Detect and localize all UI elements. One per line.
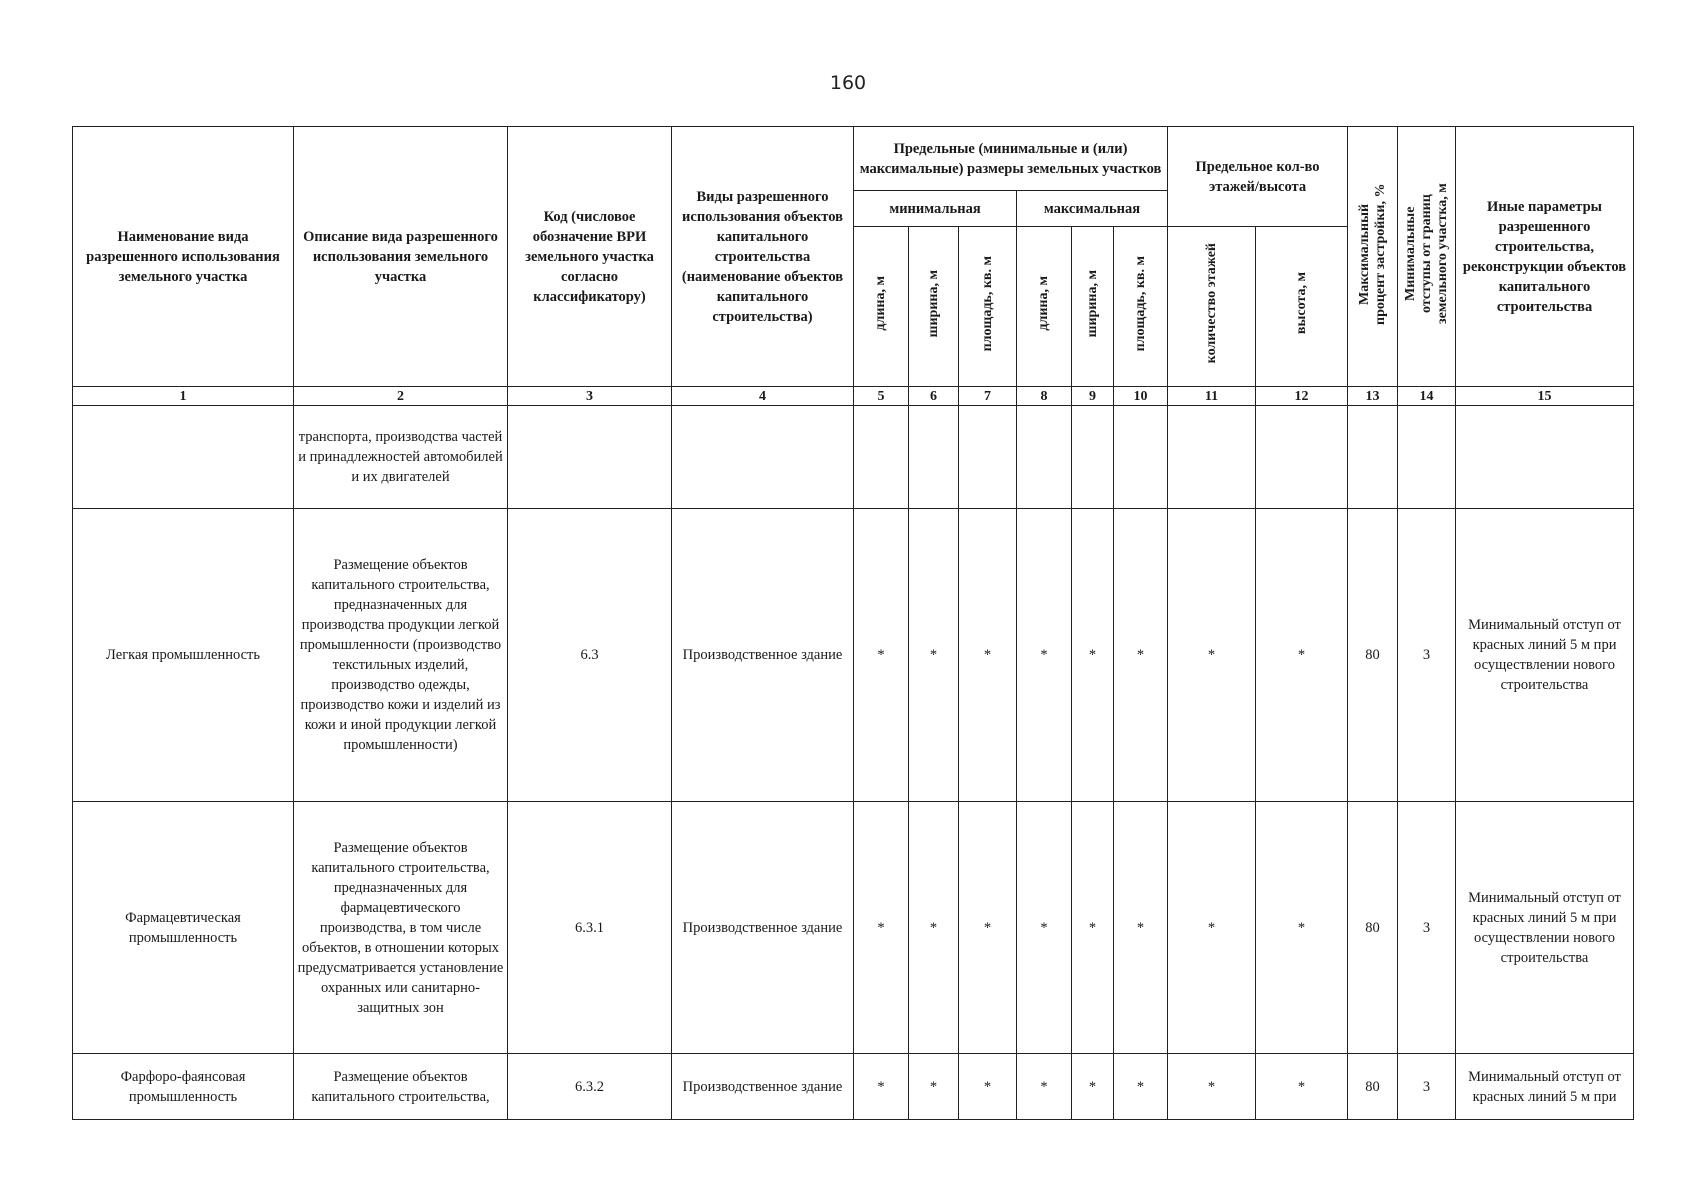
cell-name — [73, 406, 294, 509]
cell-name: Фарфоро-фаянсовая промышленность — [73, 1054, 294, 1120]
column-number: 6 — [909, 387, 959, 406]
cell-c13: 80 — [1348, 1054, 1398, 1120]
column-number: 11 — [1168, 387, 1256, 406]
cell-c9 — [1072, 406, 1114, 509]
table-row — [73, 509, 1634, 802]
table-row — [73, 406, 1634, 509]
header-col1: Наименование вида разрешенного использования земельного участка — [73, 127, 294, 387]
cell-c15: Минимальный отступ от красных линий 5 м при — [1456, 1054, 1634, 1120]
column-number: 2 — [294, 387, 508, 406]
cell-c7 — [959, 406, 1017, 509]
cell-c14: 3 — [1398, 1054, 1456, 1120]
header-col6: ширина, м — [909, 227, 959, 387]
cell-c15 — [1456, 406, 1634, 509]
cell-c6: * — [909, 1054, 959, 1120]
cell-c14 — [1398, 406, 1456, 509]
cell-oks: Производственное здание — [672, 802, 854, 1054]
cell-c10: * — [1114, 1054, 1168, 1120]
cell-c12: * — [1256, 1054, 1348, 1120]
header-col9: ширина, м — [1072, 227, 1114, 387]
cell-c7: * — [959, 802, 1017, 1054]
cell-c5: * — [854, 1054, 909, 1120]
header-sub-max: максимальная — [1017, 191, 1168, 227]
column-number: 3 — [508, 387, 672, 406]
cell-c14: 3 — [1398, 509, 1456, 802]
cell-c15: Минимальный отступ от красных линий 5 м при осуществлении нового строительства — [1456, 509, 1634, 802]
table-row — [73, 802, 1634, 1054]
column-number: 7 — [959, 387, 1017, 406]
header-col2: Описание вида разрешенного использования земельного участка — [294, 127, 508, 387]
cell-c10: * — [1114, 802, 1168, 1054]
cell-c11 — [1168, 406, 1256, 509]
cell-c12 — [1256, 406, 1348, 509]
cell-code — [508, 406, 672, 509]
table-row — [73, 1054, 1634, 1120]
header-col7: площадь, кв. м — [959, 227, 1017, 387]
zoning-parameters-table — [72, 126, 1634, 1120]
column-number: 14 — [1398, 387, 1456, 406]
column-number: 15 — [1456, 387, 1634, 406]
cell-description: Размещение объектов капитального строительства, предназначенных для производства продукции легкой промышленности (производство текстильных изделий, производство одежды, производство кожи и изделий из кожи и иной продукции легкой промышленности) — [294, 509, 508, 802]
cell-c12: * — [1256, 802, 1348, 1054]
cell-c5: * — [854, 509, 909, 802]
cell-c10 — [1114, 406, 1168, 509]
cell-c8: * — [1017, 802, 1072, 1054]
column-number: 9 — [1072, 387, 1114, 406]
cell-c5 — [854, 406, 909, 509]
cell-code: 6.3.2 — [508, 1054, 672, 1120]
cell-c7: * — [959, 509, 1017, 802]
page-number: 160 — [829, 72, 867, 94]
cell-c6: * — [909, 802, 959, 1054]
cell-c9: * — [1072, 1054, 1114, 1120]
cell-c11: * — [1168, 509, 1256, 802]
header-col15: Иные параметры разрешенного строительства, реконструкции объектов капитального строительства — [1456, 127, 1634, 387]
column-number: 8 — [1017, 387, 1072, 406]
cell-c9: * — [1072, 509, 1114, 802]
cell-c6: * — [909, 509, 959, 802]
cell-description: Размещение объектов капитального строительства, предназначенных для фармацевтического производства, в том числе объектов, в отношении которых предусматривается установление охранных или санитарно-защитных зон — [294, 802, 508, 1054]
header-col8: длина, м — [1017, 227, 1072, 387]
cell-c15: Минимальный отступ от красных линий 5 м при осуществлении нового строительства — [1456, 802, 1634, 1054]
header-col14: Минимальные отступы от границ земельного участка, м — [1398, 127, 1456, 387]
cell-c11: * — [1168, 802, 1256, 1054]
cell-c9: * — [1072, 802, 1114, 1054]
cell-c13: 80 — [1348, 509, 1398, 802]
header-col12: высота, м — [1256, 227, 1348, 387]
cell-c5: * — [854, 802, 909, 1054]
cell-c6 — [909, 406, 959, 509]
cell-oks — [672, 406, 854, 509]
cell-name: Фармацевтическая промышленность — [73, 802, 294, 1054]
cell-c8: * — [1017, 1054, 1072, 1120]
cell-c13 — [1348, 406, 1398, 509]
cell-code: 6.3.1 — [508, 802, 672, 1054]
column-number: 12 — [1256, 387, 1348, 406]
header-col13: Максимальный процент застройки, % — [1348, 127, 1398, 387]
cell-c14: 3 — [1398, 802, 1456, 1054]
header-col4: Виды разрешенного использования объектов капитального строительства (наименование объектов капитального строительства) — [672, 127, 854, 387]
header-col10: площадь, кв. м — [1114, 227, 1168, 387]
column-number: 13 — [1348, 387, 1398, 406]
column-number: 1 — [73, 387, 294, 406]
cell-c12: * — [1256, 509, 1348, 802]
cell-c10: * — [1114, 509, 1168, 802]
cell-c13: 80 — [1348, 802, 1398, 1054]
cell-oks: Производственное здание — [672, 509, 854, 802]
header-group-floors: Предельное кол-во этажей/высота — [1168, 127, 1348, 227]
cell-name: Легкая промышленность — [73, 509, 294, 802]
cell-description: транспорта, производства частей и принадлежностей автомобилей и их двигателей — [294, 406, 508, 509]
cell-c8 — [1017, 406, 1072, 509]
column-number: 5 — [854, 387, 909, 406]
header-col5: длина, м — [854, 227, 909, 387]
cell-c8: * — [1017, 509, 1072, 802]
cell-description: Размещение объектов капитального строительства, — [294, 1054, 508, 1120]
header-group-sizes: Предельные (минимальные и (или) максимальные) размеры земельных участков — [854, 127, 1168, 191]
cell-c11: * — [1168, 1054, 1256, 1120]
column-number: 4 — [672, 387, 854, 406]
header-sub-min: минимальная — [854, 191, 1017, 227]
header-col3: Код (числовое обозначение ВРИ земельного участка согласно классификатору) — [508, 127, 672, 387]
header-col11: количество этажей — [1168, 227, 1256, 387]
cell-code: 6.3 — [508, 509, 672, 802]
cell-c7: * — [959, 1054, 1017, 1120]
column-numbers-row — [73, 387, 1634, 406]
column-number: 10 — [1114, 387, 1168, 406]
cell-oks: Производственное здание — [672, 1054, 854, 1120]
